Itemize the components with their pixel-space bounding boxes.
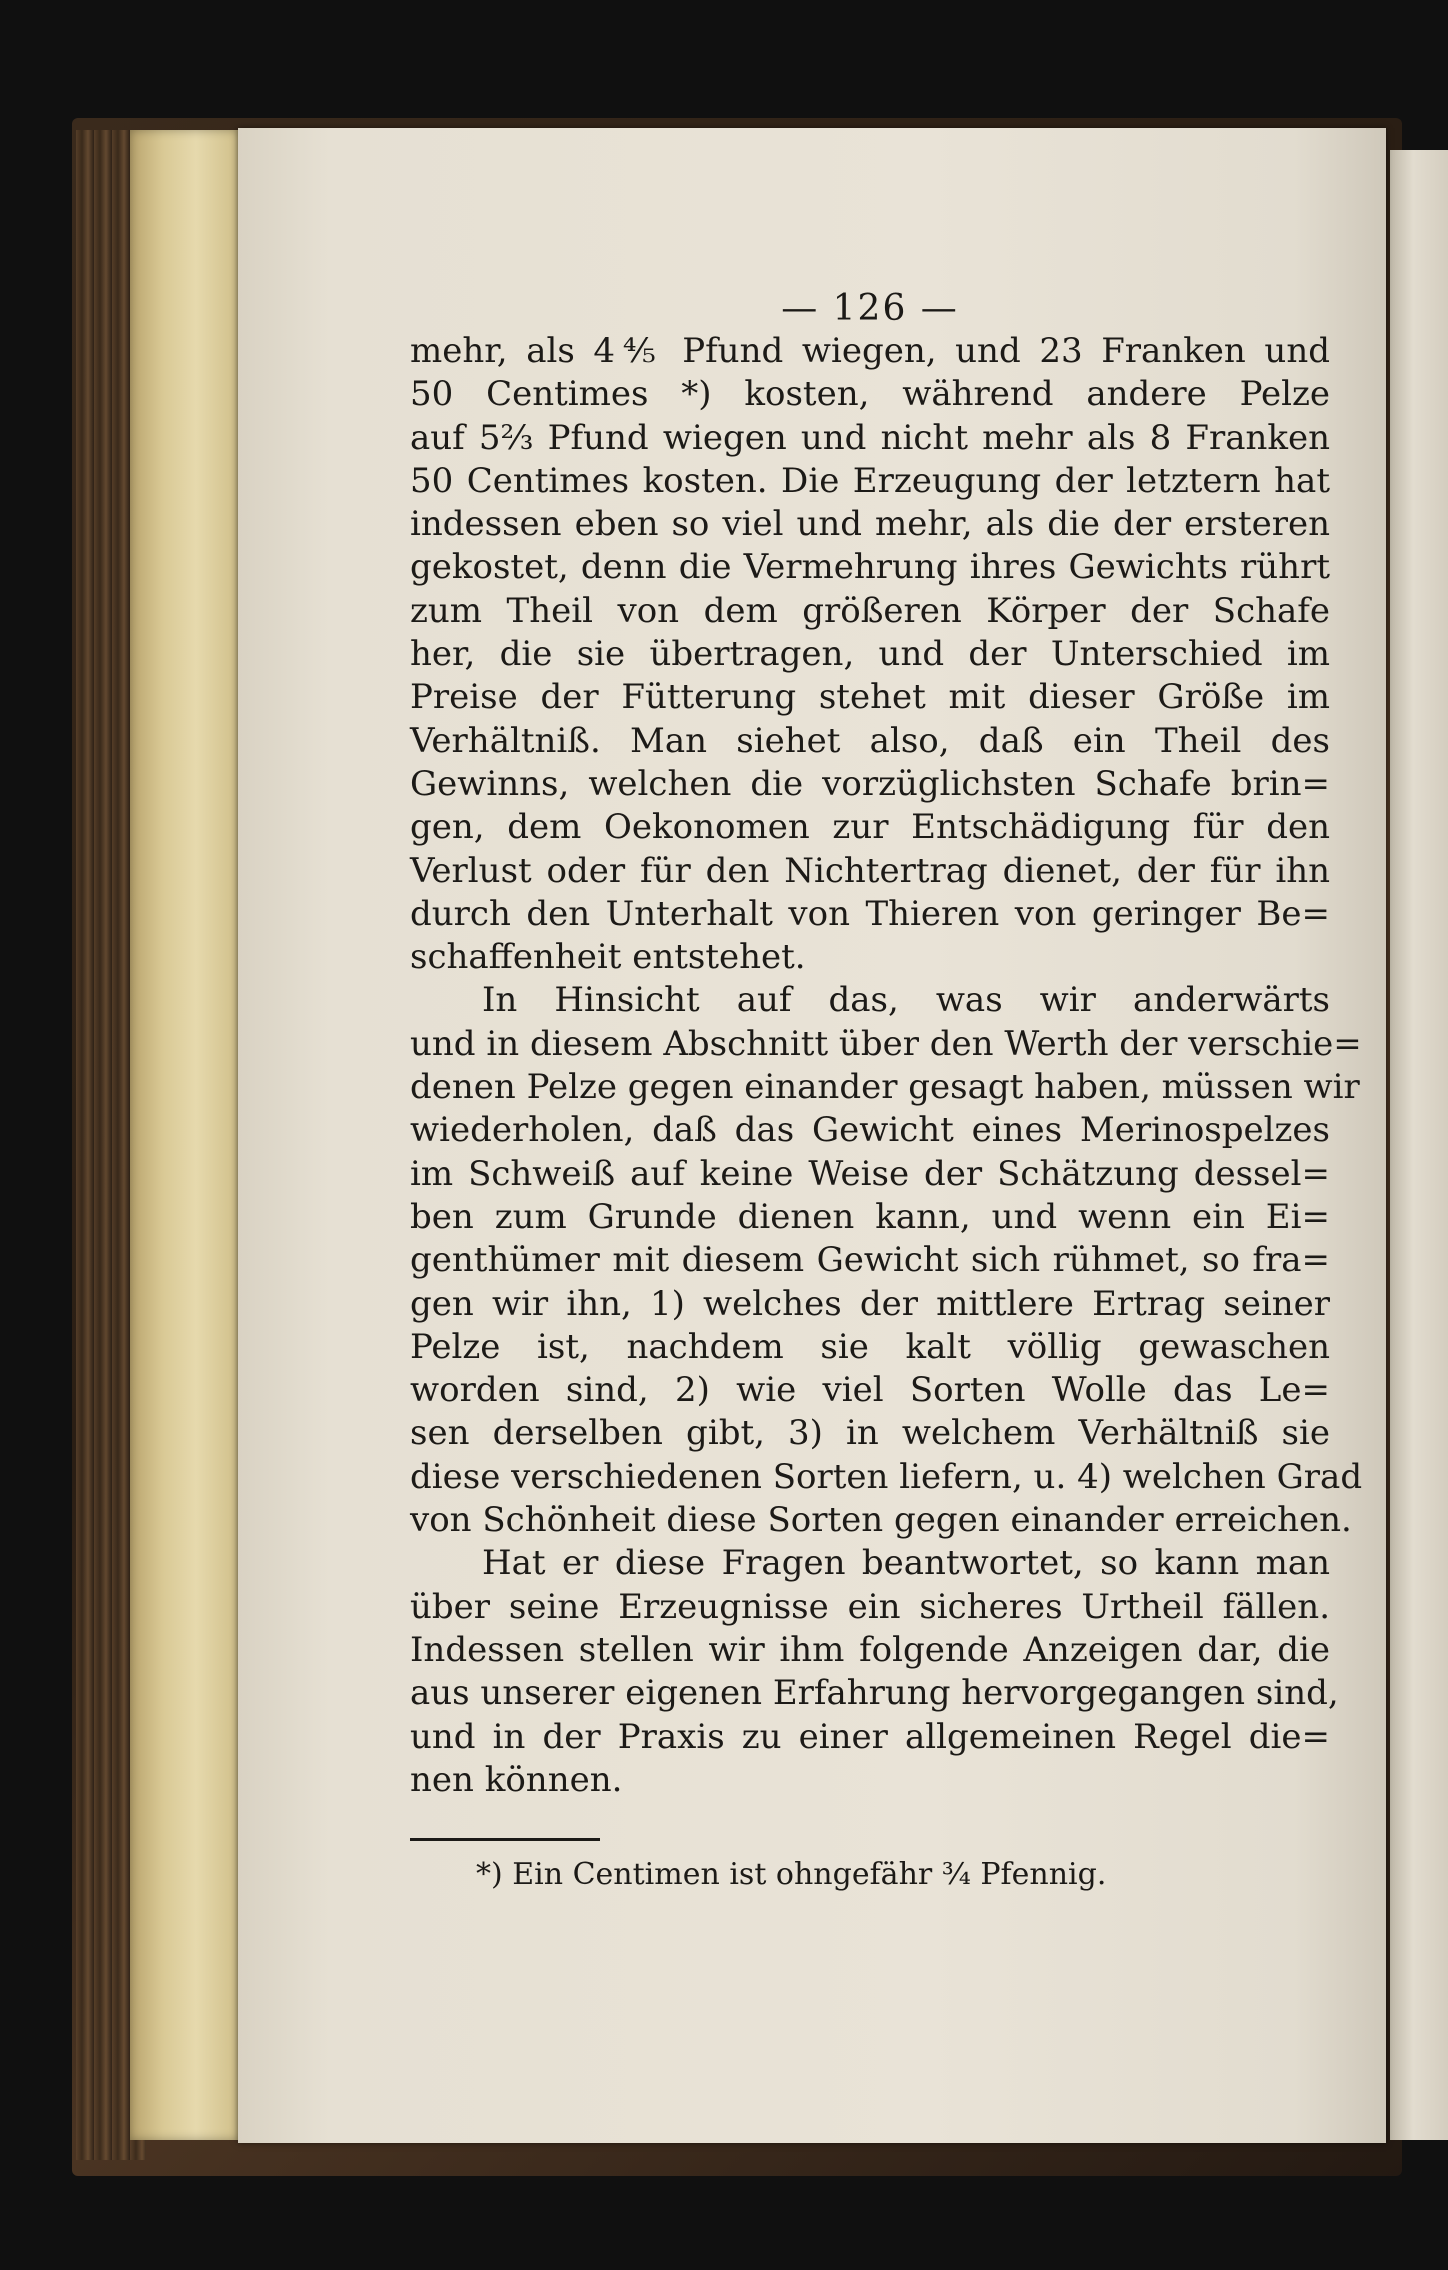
text-line: Hat er diese Fragen beantwortet, so kann man xyxy=(482,1543,1330,1584)
text-line: gen, dem Oekonomen zur Entschädigung für den xyxy=(410,807,1330,848)
text-line: Preise der Fütterung stehet mit dieser Größe im xyxy=(410,677,1330,718)
footnote: *) Ein Centimen ist ohngefähr ¾ Pfennig. xyxy=(476,1857,1107,1893)
text-line: auf 5⅔ Pfund wiegen und nicht mehr als 8 Franken xyxy=(410,417,1330,458)
text-line: 50 Centimes *) kosten, während andere Pelze xyxy=(410,374,1330,415)
text-line: worden sind, 2) wie viel Sorten Wolle das Le= xyxy=(410,1370,1330,1411)
text-line: her, die sie übertragen, und der Unterschied im xyxy=(410,634,1330,675)
text-line: mehr, als 4⅘ Pfund wiegen, und 23 Franken und xyxy=(410,331,1330,371)
text-line: gekostet, denn die Vermehrung ihres Gewichts rührt xyxy=(410,547,1330,588)
text-line: genthümer mit diesem Gewicht sich rühmet, so fra= xyxy=(410,1240,1330,1281)
page-edges xyxy=(130,130,240,2140)
text-line: von Schönheit diese Sorten gegen einander erreichen. xyxy=(410,1500,1352,1541)
text-line: nen können. xyxy=(410,1759,623,1800)
body-text xyxy=(410,330,1363,1802)
text-line: im Schweiß auf keine Weise der Schätzung dessel= xyxy=(410,1153,1330,1194)
text-line: Gewinns, welchen die vorzüglichsten Schafe brin= xyxy=(410,763,1330,804)
text-line: aus unserer eigenen Erfahrung hervorgegangen sind, xyxy=(410,1673,1339,1714)
text-line: und in der Praxis zu einer allgemeinen Regel die= xyxy=(410,1716,1330,1757)
text-line: gen wir ihn, 1) welches der mittlere Ertrag seiner xyxy=(410,1283,1330,1324)
text-line: sen derselben gibt, 3) in welchem Verhältniß sie xyxy=(410,1413,1330,1454)
text-line: ben zum Grunde dienen kann, und wenn ein Ei= xyxy=(410,1196,1330,1237)
text-line: und in diesem Abschnitt über den Werth der verschie= xyxy=(410,1023,1362,1064)
next-page-sliver xyxy=(1390,150,1448,2140)
text-line: über seine Erzeugnisse ein sicheres Urtheil fällen. xyxy=(410,1586,1330,1627)
text-line: diese verschiedenen Sorten liefern, u. 4) welchen Grad xyxy=(410,1456,1363,1497)
text-line: Pelze ist, nachdem sie kalt völlig gewaschen xyxy=(410,1326,1330,1367)
text-line: wiederholen, daß das Gewicht eines Merinospelzes xyxy=(410,1110,1330,1151)
text-line: indessen eben so viel und mehr, als die der ersteren xyxy=(410,504,1330,545)
text-line: durch den Unterhalt von Thieren von geringer Be= xyxy=(410,893,1330,934)
page-text-block xyxy=(410,288,1363,1895)
text-line: 50 Centimes kosten. Die Erzeugung der letztern hat xyxy=(410,460,1330,501)
text-line: schaffenheit entstehet. xyxy=(410,937,806,978)
text-line: In Hinsicht auf das, was wir anderwärts xyxy=(482,980,1330,1021)
text-line: Verhältniß. Man siehet also, daß ein Theil des xyxy=(410,720,1330,761)
text-line: zum Theil von dem größeren Körper der Schafe xyxy=(410,590,1330,631)
text-line: denen Pelze gegen einander gesagt haben, müssen wir xyxy=(410,1067,1360,1108)
text-line: Indessen stellen wir ihm folgende Anzeigen dar, die xyxy=(410,1629,1330,1670)
text-line: Verlust oder für den Nichtertrag dienet, der für ihn xyxy=(410,850,1330,891)
page-number: — 126 — xyxy=(781,288,959,329)
footnote-rule xyxy=(410,1838,600,1841)
